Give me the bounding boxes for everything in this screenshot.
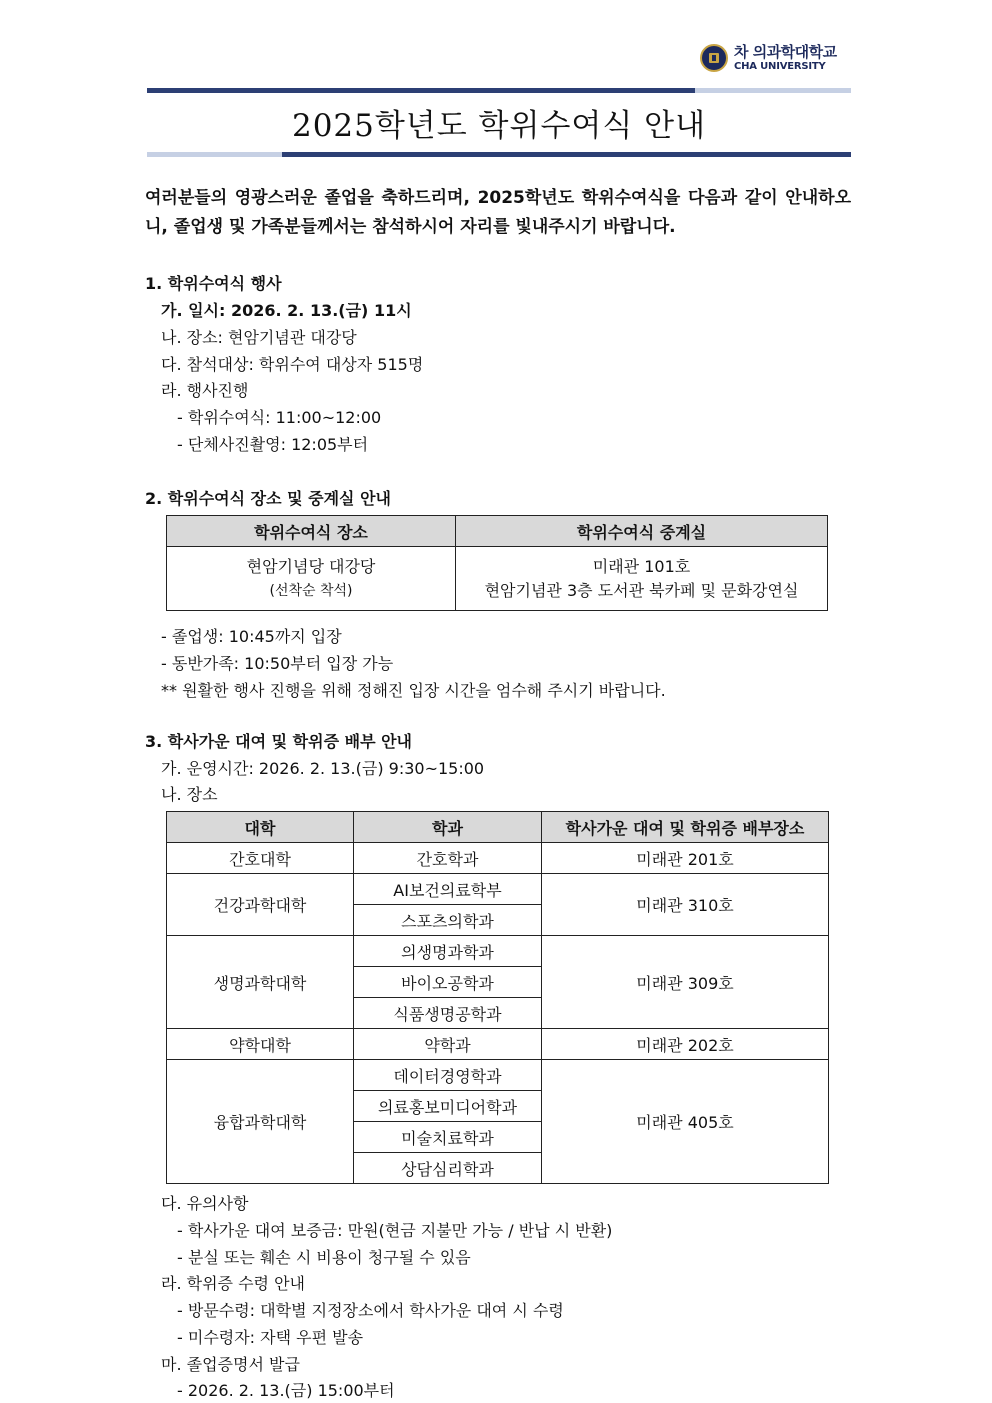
venue-name: 현암기념당 대강당 bbox=[246, 556, 376, 576]
logo-korean-name: 차 의과학대학교 bbox=[734, 42, 837, 61]
college-cell: 건강과학대학 bbox=[167, 874, 354, 936]
certificate-item: - 2026. 2. 13.(금) 15:00부터 bbox=[177, 1381, 395, 1400]
room-cell: 미래관 405호 bbox=[542, 1060, 829, 1184]
table-row bbox=[167, 936, 829, 967]
dept-cell: 간호학과 bbox=[354, 843, 542, 874]
section-1-heading: 1. 학위수여식 행사 bbox=[145, 274, 282, 293]
dept-cell: 바이오공학과 bbox=[354, 967, 542, 998]
college-cell: 간호대학 bbox=[167, 843, 354, 874]
table-row bbox=[167, 1029, 829, 1060]
cautions-label: 다. 유의사항 bbox=[161, 1194, 249, 1213]
table-row bbox=[167, 843, 829, 874]
college-cell: 융합과학대학 bbox=[167, 1060, 354, 1184]
caution-item: - 분실 또는 훼손 시 비용이 청구될 수 있음 bbox=[177, 1248, 471, 1267]
page-title: 2025학년도 학위수여식 안내 bbox=[291, 108, 707, 144]
logo-english-name: CHA UNIVERSITY bbox=[734, 60, 826, 72]
gown-location-table bbox=[166, 811, 829, 1184]
table-header: 대학 bbox=[167, 812, 354, 843]
certificate-label: 마. 졸업증명서 발급 bbox=[161, 1355, 300, 1374]
diploma-label: 라. 학위증 수령 안내 bbox=[161, 1274, 305, 1293]
section-3-heading: 3. 학사가운 대여 및 학위증 배부 안내 bbox=[145, 732, 413, 751]
section-2-heading: 2. 학위수여식 장소 및 중계실 안내 bbox=[145, 489, 391, 508]
venue-table-header: 학위수여식 중계실 bbox=[456, 516, 828, 547]
room-cell: 미래관 309호 bbox=[542, 936, 829, 1029]
venue-note: (선착순 착석) bbox=[269, 582, 353, 599]
college-cell: 생명과학대학 bbox=[167, 936, 354, 1029]
room-cell: 미래관 201호 bbox=[542, 843, 829, 874]
diploma-item: - 방문수령: 대학별 지정장소에서 학사가운 대여 시 수령 bbox=[177, 1301, 564, 1320]
entry-notice: ** 원활한 행사 진행을 위해 정해진 입장 시간을 엄수해 주시기 바랍니다. bbox=[161, 681, 666, 700]
table-header: 학사가운 대여 및 학위증 배부장소 bbox=[542, 812, 829, 843]
title-rule-top-dark bbox=[147, 88, 695, 93]
title-rule-bottom-dark bbox=[282, 152, 851, 157]
dept-cell: 의생명과학과 bbox=[354, 936, 542, 967]
venue-table bbox=[166, 515, 828, 611]
college-cell: 약학대학 bbox=[167, 1029, 354, 1060]
event-place: 나. 장소: 현암기념관 대강당 bbox=[161, 328, 357, 347]
diploma-item: - 미수령자: 자택 우편 발송 bbox=[177, 1328, 364, 1347]
gown-hours: 가. 운영시간: 2026. 2. 13.(금) 9:30~15:00 bbox=[161, 759, 485, 778]
dept-cell: 미술치료학과 bbox=[354, 1122, 542, 1153]
university-seal-icon bbox=[700, 44, 728, 72]
dept-cell: AI보건의료학부 bbox=[354, 874, 542, 905]
title-rule-bottom-light bbox=[147, 152, 282, 157]
event-date: 가. 일시: 2026. 2. 13.(금) 11시 bbox=[161, 301, 412, 320]
event-attendees: 다. 참석대상: 학위수여 대상자 515명 bbox=[161, 355, 424, 374]
dept-cell: 식품생명공학과 bbox=[354, 998, 542, 1029]
university-logo bbox=[700, 44, 837, 72]
room-cell: 미래관 202호 bbox=[542, 1029, 829, 1060]
venue-table-header: 학위수여식 장소 bbox=[167, 516, 456, 547]
caution-item: - 학사가운 대여 보증금: 만원(현금 지불만 가능 / 반납 시 반환) bbox=[177, 1221, 613, 1240]
room-cell: 미래관 310호 bbox=[542, 874, 829, 936]
table-row bbox=[167, 874, 829, 905]
program-item: - 학위수여식: 11:00~12:00 bbox=[177, 408, 382, 427]
relay-room: 미래관 101호 bbox=[592, 556, 691, 576]
entry-note: - 졸업생: 10:45까지 입장 bbox=[161, 627, 342, 646]
relay-room: 현암기념관 3층 도서관 북카페 및 문화강연실 bbox=[484, 580, 799, 600]
dept-cell: 상담심리학과 bbox=[354, 1153, 542, 1184]
event-program: 라. 행사진행 bbox=[161, 381, 249, 400]
relay-room-cell bbox=[456, 547, 828, 611]
table-row bbox=[167, 1060, 829, 1091]
gown-place-label: 나. 장소 bbox=[161, 785, 218, 804]
dept-cell: 의료홍보미디어학과 bbox=[354, 1091, 542, 1122]
program-item: - 단체사진촬영: 12:05부터 bbox=[177, 435, 369, 454]
intro-paragraph: 여러분들의 영광스러운 졸업을 축하드리며, 2025학년도 학위수여식을 다음과 같이 안내하오니, 졸업생 및 가족분들께서는 참석하시어 자리를 빛내주시기 바랍니다. bbox=[145, 188, 851, 237]
table-header: 학과 bbox=[354, 812, 542, 843]
dept-cell: 약학과 bbox=[354, 1029, 542, 1060]
dept-cell: 데이터경영학과 bbox=[354, 1060, 542, 1091]
venue-cell bbox=[167, 547, 456, 611]
title-rule-top-light bbox=[695, 88, 851, 93]
entry-note: - 동반가족: 10:50부터 입장 가능 bbox=[161, 654, 394, 673]
dept-cell: 스포츠의학과 bbox=[354, 905, 542, 936]
